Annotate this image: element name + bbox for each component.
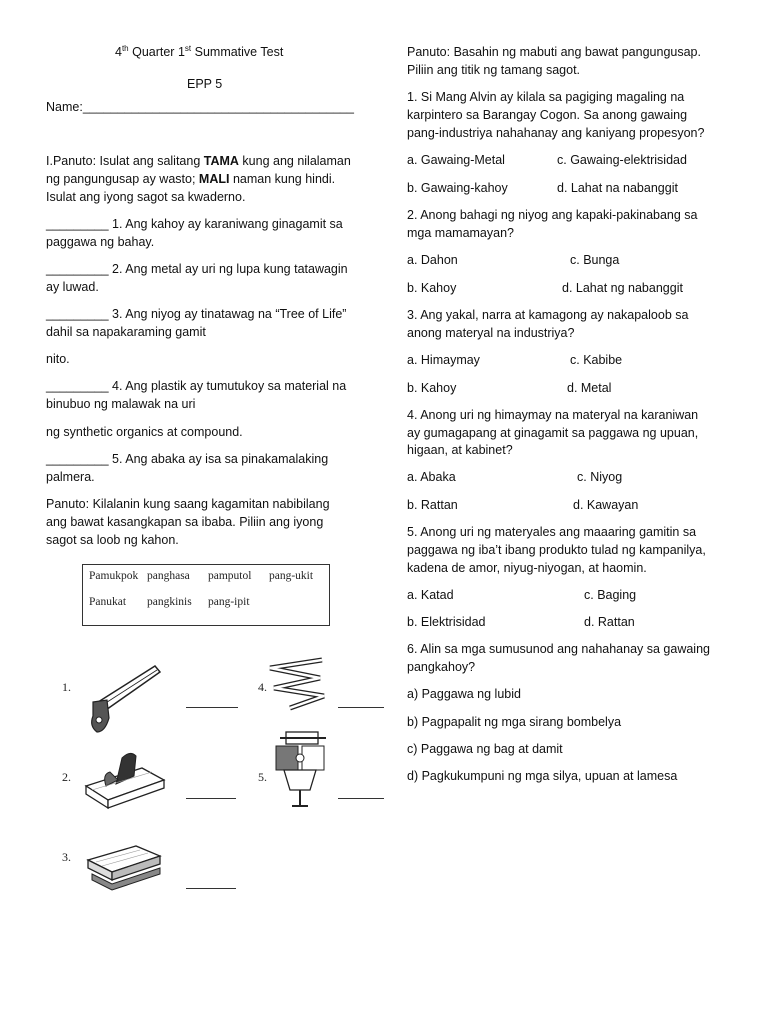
tf-item-5-line2: palmera.	[46, 470, 95, 484]
part1-instruction-line3: Isulat ang iyong sagot sa kwaderno.	[46, 190, 246, 204]
q2-option-c: c. Bunga	[570, 253, 620, 267]
q4-line2: ay gumagapang at ginagamit sa paggawa ng upuan,	[407, 426, 699, 440]
tool-5-number: 5.	[258, 770, 267, 784]
part3-instruction-line2: Piliin ang titik ng tamang sagot.	[407, 63, 581, 77]
q5-option-d: d. Rattan	[584, 615, 635, 629]
part1-instruction-line1: I.Panuto: Isulat ang salitang TAMA kung ang nilalaman	[46, 154, 351, 168]
q3-line2: anong materyal na industriya?	[407, 326, 575, 340]
q4-line1: 4. Anong uri ng himaymay na materyal na karaniwan	[407, 408, 699, 422]
q1-option-a: a. Gawaing-Metal	[407, 153, 505, 167]
q6-option-b: b) Pagpapalit ng mga sirang bombelya	[407, 715, 622, 729]
choice-panghasa: panghasa	[147, 570, 190, 582]
q5-option-a: a. Katad	[407, 588, 454, 602]
q3-option-c: c. Kabibe	[570, 353, 623, 367]
tool-2-number: 2.	[62, 770, 71, 784]
tf-item-3-line2: dahil sa napakaraming gamit	[46, 325, 206, 339]
part2-instruction-line2: ang bawat kasangkapan sa ibaba. Piliin ang iyong	[46, 515, 324, 529]
q1-line2: karpintero sa Barangay Cogon. Sa anong gawaing	[407, 108, 688, 122]
q1-option-d: d. Lahat na nabanggit	[557, 181, 678, 195]
tf-item-2-line2: ay luwad.	[46, 280, 99, 294]
name-line: Name:_______________________________________	[46, 100, 354, 114]
q2-option-b: b. Kahoy	[407, 281, 457, 295]
tf-item-2-line1: _________ 2. Ang metal ay uri ng lupa kung tatawagin	[46, 262, 348, 276]
choice-pang-ipit: pang-ipit	[208, 596, 250, 608]
tf-item-1-line2: paggawa ng bahay.	[46, 235, 155, 249]
q3-line1: 3. Ang yakal, narra at kamagong ay nakapaloob sa	[407, 308, 689, 322]
q5-line2: paggawa ng iba’t ibang produkto tulad ng kampanilya,	[407, 543, 706, 557]
q3-option-d: d. Metal	[567, 381, 612, 395]
q2-line1: 2. Anong bahagi ng niyog ang kapaki-pakinabang sa	[407, 208, 698, 222]
tf-item-3-line1: _________ 3. Ang niyog ay tinatawag na “Tree of Life”	[46, 307, 347, 321]
q4-option-c: c. Niyog	[577, 470, 623, 484]
q2-option-a: a. Dahon	[407, 253, 458, 267]
q4-option-b: b. Rattan	[407, 498, 458, 512]
q6-option-c: c) Paggawa ng bag at damit	[407, 742, 563, 756]
q5-line1: 5. Anong uri ng materyales ang maaaring gamitin sa	[407, 525, 697, 539]
choices-box	[82, 564, 330, 626]
tf-item-1-line1: _________ 1. Ang kahoy ay karaniwang ginagamit sa	[46, 217, 343, 231]
q6-option-a: a) Paggawa ng lubid	[407, 687, 521, 701]
q4-line3: higaan, at kabinet?	[407, 443, 513, 457]
q6-line2: pangkahoy?	[407, 660, 476, 674]
q3-option-b: b. Kahoy	[407, 381, 457, 395]
sharpening-stone-icon	[84, 834, 164, 894]
tf-item-4-line3: ng synthetic organics at compound.	[46, 425, 243, 439]
answer-line-3[interactable]	[186, 888, 236, 889]
choice-pangkinis: pangkinis	[147, 596, 192, 608]
tf-item-5-line1: _________ 5. Ang abaka ay isa sa pinakamalaking	[46, 452, 329, 466]
q1-option-c: c. Gawaing-elektrisidad	[557, 153, 687, 167]
answer-line-1[interactable]	[186, 707, 238, 708]
part3-instruction-line1: Panuto: Basahin ng mabuti ang bawat pangungusap.	[407, 45, 701, 59]
test-title: 4th Quarter 1st Summative Test	[115, 43, 284, 59]
q1-option-b: b. Gawaing-kahoy	[407, 181, 508, 195]
answer-line-5[interactable]	[338, 798, 384, 799]
q6-option-d: d) Pagkukumpuni ng mga silya, upuan at lamesa	[407, 769, 678, 783]
q1-line1: 1. Si Mang Alvin ay kilala sa pagiging magaling na	[407, 90, 685, 104]
q3-option-a: a. Himaymay	[407, 353, 480, 367]
q4-option-a: a. Abaka	[407, 470, 456, 484]
answer-line-4[interactable]	[338, 707, 384, 708]
q5-option-c: c. Baging	[584, 588, 637, 602]
saw-icon	[85, 660, 165, 740]
q6-line1: 6. Alin sa mga sumusunod ang nahahanay sa gawaing	[407, 642, 710, 656]
q2-line2: mga mamamayan?	[407, 226, 514, 240]
tf-item-4-line2: binubuo ng malawak na uri	[46, 397, 196, 411]
part2-instruction-line3: sagot sa loob ng kahon.	[46, 533, 179, 547]
bench-vise-icon	[266, 728, 338, 812]
q5-option-b: b. Elektrisidad	[407, 615, 486, 629]
choice-pamukpok: Pamukpok	[89, 570, 139, 582]
q5-line3: kadena de amor, niyug-niyogan, at haomin.	[407, 561, 647, 575]
choice-pang-ukit: pang-ukit	[269, 570, 314, 582]
q2-option-d: d. Lahat ng nabanggit	[562, 281, 683, 295]
choice-panukat: Panukat	[89, 596, 127, 608]
tool-1-number: 1.	[62, 680, 71, 694]
tool-3-number: 3.	[62, 850, 71, 864]
wood-plane-icon	[82, 746, 168, 812]
part1-instruction-line2: ng pangungusap ay wasto; MALI naman kung hindi.	[46, 172, 336, 186]
part2-instruction-line1: Panuto: Kilalanin kung saang kagamitan nabibilang	[46, 497, 330, 511]
tool-4-number: 4.	[258, 680, 267, 694]
choice-pamputol: pamputol	[208, 570, 252, 582]
q1-line3: pang-industriya nahahanay ang kaniyang propesyon?	[407, 126, 705, 140]
q4-option-d: d. Kawayan	[573, 498, 639, 512]
tf-item-3-line3: nito.	[46, 352, 70, 366]
tf-item-4-line1: _________ 4. Ang plastik ay tumutukoy sa material na	[46, 379, 347, 393]
answer-line-2[interactable]	[186, 798, 236, 799]
subject-label: EPP 5	[187, 77, 223, 91]
folding-ruler-icon	[262, 656, 336, 716]
